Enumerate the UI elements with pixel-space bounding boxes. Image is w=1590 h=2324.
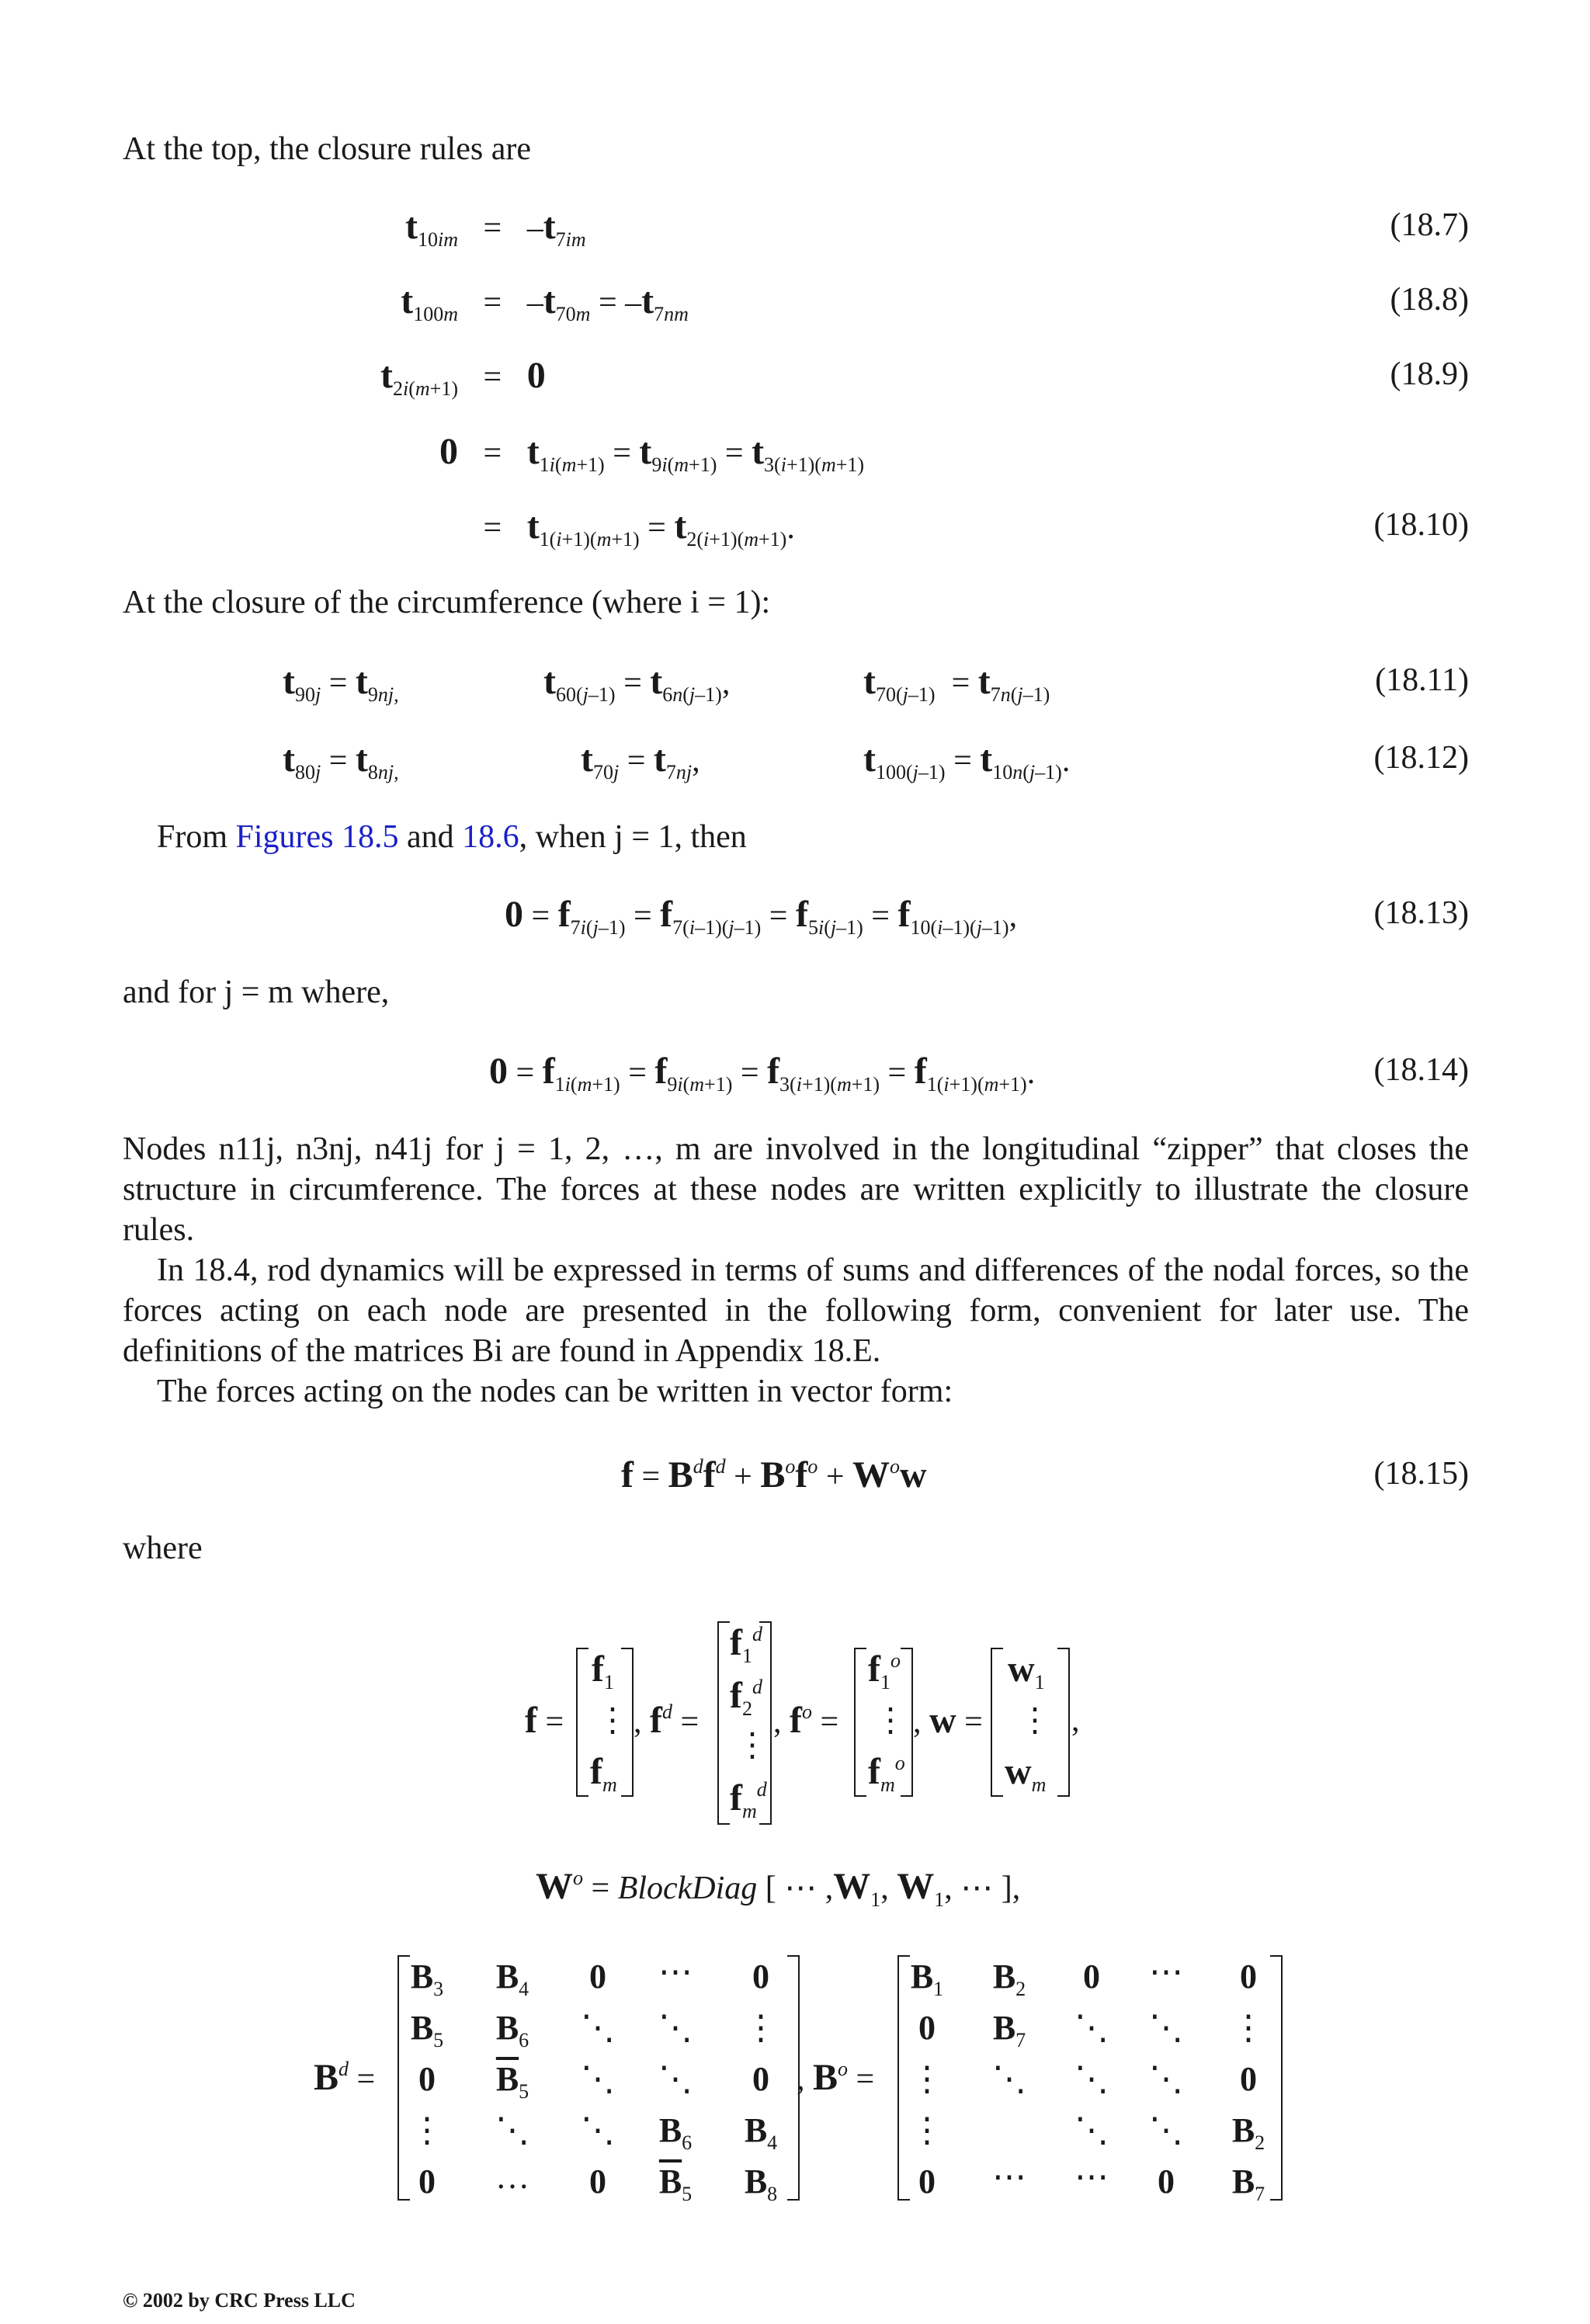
w-bracket-right [1057, 1648, 1070, 1797]
bd-label: $B^d$ = [314, 2057, 376, 2098]
fd-entry-m: $f_m^d$ [730, 1777, 767, 1822]
w-comma: , [1071, 1703, 1080, 1739]
f-entry-dots: ⋮ [596, 1703, 629, 1739]
f-entry-1: $f_1$ [592, 1648, 614, 1693]
equation-18-14: $0 = f_{1i(m+1)} = f_{9i(m+1)} = f_{3(i+1)(m+1)} = f_{1(i+1)(m+1)}$. [489, 1051, 1036, 1096]
bd-cell: ⋱ [581, 2060, 615, 2098]
blockdiag-equation: $W^o$ = BlockDiag [ ⋯ $,W_1$, $W_1$, ⋯ ], [536, 1866, 1021, 1911]
bd-cell: ⋮ [744, 2009, 778, 2047]
copyright-footer: © 2002 by CRC Press LLC [123, 2289, 356, 2312]
w-label: , w = [913, 1700, 983, 1741]
figure-link-18-6[interactable]: 18.6 [462, 819, 519, 855]
bd-cell: ⋱ [495, 2111, 529, 2149]
blockdiag-label: BlockDiag [617, 1871, 758, 1906]
f-label: f = [525, 1700, 564, 1741]
bo-cell: $B_2$ [1231, 2111, 1265, 2154]
fo-entry-m: $f_m^o$ [868, 1751, 905, 1796]
and-for-text: and for j = m where, [123, 974, 390, 1010]
bo-cell: 0 [1240, 1958, 1257, 1996]
equation-18-9: $t_{2i(m+1)} = 0$ [380, 355, 546, 400]
bo-cell: ⋯ [1074, 2158, 1109, 2196]
bo-cell: ⋱ [1074, 2111, 1109, 2149]
bo-cell: 0 [1240, 2060, 1257, 2098]
circumference-text: At the closure of the circumference (where i = 1): [123, 585, 771, 620]
bd-cell: $B_6$ [495, 2009, 529, 2051]
bd-cell: $B_4$ [495, 1958, 529, 2000]
figure-link-18-5[interactable]: Figures 18.5 [235, 819, 399, 855]
bd-cell: 0 [752, 1958, 769, 1996]
bd-cell: $B_5$ [410, 2009, 444, 2051]
w-bracket-left [991, 1648, 1003, 1797]
bo-cell: ⋮ [910, 2060, 944, 2098]
eq-number-18-8: (18.8) [1390, 282, 1469, 318]
bd-cell: $B_4$ [744, 2111, 778, 2154]
figures-suffix: , when j = 1, then [519, 819, 747, 855]
eq-number-18-10: (18.10) [1373, 507, 1469, 543]
fo-bracket-right [901, 1648, 913, 1797]
bo-label: , $B^o$ = [797, 2057, 875, 2098]
figures-mid: and [398, 819, 463, 855]
bd-cell: $B_8$ [744, 2162, 778, 2205]
equation-18-10-line1: $0 = t_{1i(m+1)} = t_{9i(m+1)} = t_{3(i+1)(m+1)}$ [439, 431, 865, 476]
fd-entry-dots: ⋮ [736, 1728, 769, 1763]
bo-cell: ⋱ [1149, 2009, 1183, 2047]
bd-cell: 0 [418, 2162, 436, 2201]
bd-cell: 0 [589, 2162, 606, 2201]
fd-entry-1: $f_1^d$ [730, 1622, 762, 1667]
bo-bracket-right [1270, 1955, 1283, 2201]
eq-number-18-12: (18.12) [1373, 740, 1469, 776]
fd-label: , $f^d$ = [634, 1700, 700, 1741]
equation-18-7: $t_{10im} = -t_{7im}$ [405, 206, 586, 251]
bo-cell: 0 [918, 2009, 936, 2047]
bo-cell: 0 [1158, 2162, 1175, 2201]
paragraph-vector-form: The forces acting on the nodes can be written in vector form: [157, 1374, 953, 1409]
bd-cell: $B_6$ [658, 2111, 693, 2154]
bo-cell: 0 [1083, 1958, 1100, 1996]
bd-cell: 0 [418, 2060, 436, 2098]
fd-entry-2: $f_2^d$ [730, 1675, 762, 1720]
equation-18-13: $0 = f_{7i(j-1)} = f_{7(i-1)(j-1)} = f_{5i(j-1)} = f_{10(i-1)(j-1)}$, [505, 894, 1018, 939]
eq-number-18-13: (18.13) [1373, 895, 1469, 931]
bd-cell: ⋱ [658, 2009, 693, 2047]
equation-18-12-c: $t_{100(j-1)} = t_{10n(j-1)}$. [863, 738, 1071, 783]
bo-cell: $B_7$ [1231, 2162, 1265, 2205]
bo-cell: ⋮ [910, 2111, 944, 2149]
equation-18-12-b: $t_{70j} = t_{7nj}$, [581, 738, 700, 783]
bd-cell: $B_3$ [410, 1958, 444, 2000]
bo-cell: $B_1$ [910, 1958, 944, 2000]
bd-cell: … [495, 2158, 529, 2196]
f-bracket-right [621, 1648, 634, 1797]
equation-18-8: $t_{100m} = -t_{70m} = -t_{7nm}$ [401, 280, 689, 325]
figures-sentence [157, 817, 747, 857]
bo-cell: ⋱ [992, 2060, 1026, 2098]
w-entry-1: $w_1$ [1008, 1648, 1045, 1693]
bo-cell: ⋱ [1074, 2009, 1109, 2047]
bd-cell: ⋱ [658, 2060, 693, 2098]
bd-cell: $\overline{B}_5$ [495, 2060, 529, 2103]
bd-cell: ⋯ [658, 1953, 693, 1991]
eq-number-18-11: (18.11) [1375, 662, 1469, 698]
fo-label: , $f^o$ = [773, 1700, 839, 1741]
intro-text: At the top, the closure rules are [123, 131, 531, 167]
eq-number-18-7: (18.7) [1390, 207, 1469, 243]
bd-cell: ⋱ [581, 2111, 615, 2149]
paragraph-rod-dynamics: In 18.4, rod dynamics will be expressed in terms of sums and differences of the nodal forces, so the forces acting on each node are presented in the following form, convenient for later use. The definitions of the matrices Bi are found in Appendix 18.E. [123, 1252, 1469, 1369]
fd-bracket-left [717, 1621, 730, 1825]
f-entry-m: $f_m$ [590, 1751, 617, 1796]
fo-entry-1: $f_1^o$ [868, 1648, 901, 1693]
w-entry-m: $w_m$ [1005, 1751, 1047, 1796]
equation-18-12: $t_{80j} = t_{8nj,}$ [283, 738, 399, 783]
w-entry-dots: ⋮ [1019, 1703, 1051, 1739]
equation-18-10-line2: = $t_{1(i+1)(m+1)} = t_{2(i+1)(m+1)}$. [483, 505, 795, 551]
fo-bracket-left [854, 1648, 866, 1797]
bd-cell: ⋱ [581, 2009, 615, 2047]
fd-bracket-right [759, 1621, 772, 1825]
paragraph-nodes: Nodes n11j, n3nj, n41j for j = 1, 2, …, m are involved in the longitudinal “zipper” that closes the structure in circumference. The forces at these nodes are written explicitly to illustrate the closure rules. [123, 1131, 1469, 1248]
figures-prefix: From [157, 819, 236, 855]
bo-cell: ⋯ [992, 2158, 1026, 2196]
bd-cell: 0 [752, 2060, 769, 2098]
eq-number-18-14: (18.14) [1373, 1052, 1469, 1088]
bd-cell: ⋮ [410, 2111, 444, 2149]
equation-18-11-b: $t_{60(j-1)} = t_{6n(j-1)}$, [543, 661, 731, 706]
bo-cell: 0 [918, 2162, 936, 2201]
bo-cell: ⋱ [1149, 2111, 1183, 2149]
bo-cell: ⋱ [1074, 2060, 1109, 2098]
bo-cell: ⋯ [1149, 1953, 1183, 1991]
equation-18-11-c: $t_{70(j-1)} = t_{7n(j-1)}$ [863, 661, 1050, 706]
bo-cell: ⋮ [1231, 2009, 1265, 2047]
bd-cell: 0 [589, 1958, 606, 1996]
bo-cell: $B_2$ [992, 1958, 1026, 2000]
fo-entry-dots: ⋮ [874, 1703, 907, 1739]
f-bracket-left [576, 1648, 588, 1797]
bo-cell: $B_7$ [992, 2009, 1026, 2051]
equation-18-15: $f = B^df^d + B^of^o + W^ow$ [621, 1454, 927, 1495]
eq-number-18-15: (18.15) [1373, 1456, 1469, 1492]
eq-number-18-9: (18.9) [1390, 356, 1469, 392]
bo-cell: ⋱ [1149, 2060, 1183, 2098]
bd-cell: $\overline{B}_5$ [658, 2162, 693, 2205]
body-paragraphs [123, 1129, 1469, 1412]
where-text: where [123, 1530, 203, 1566]
equation-18-11: $t_{90j} = t_{9nj,}$ [283, 661, 399, 706]
